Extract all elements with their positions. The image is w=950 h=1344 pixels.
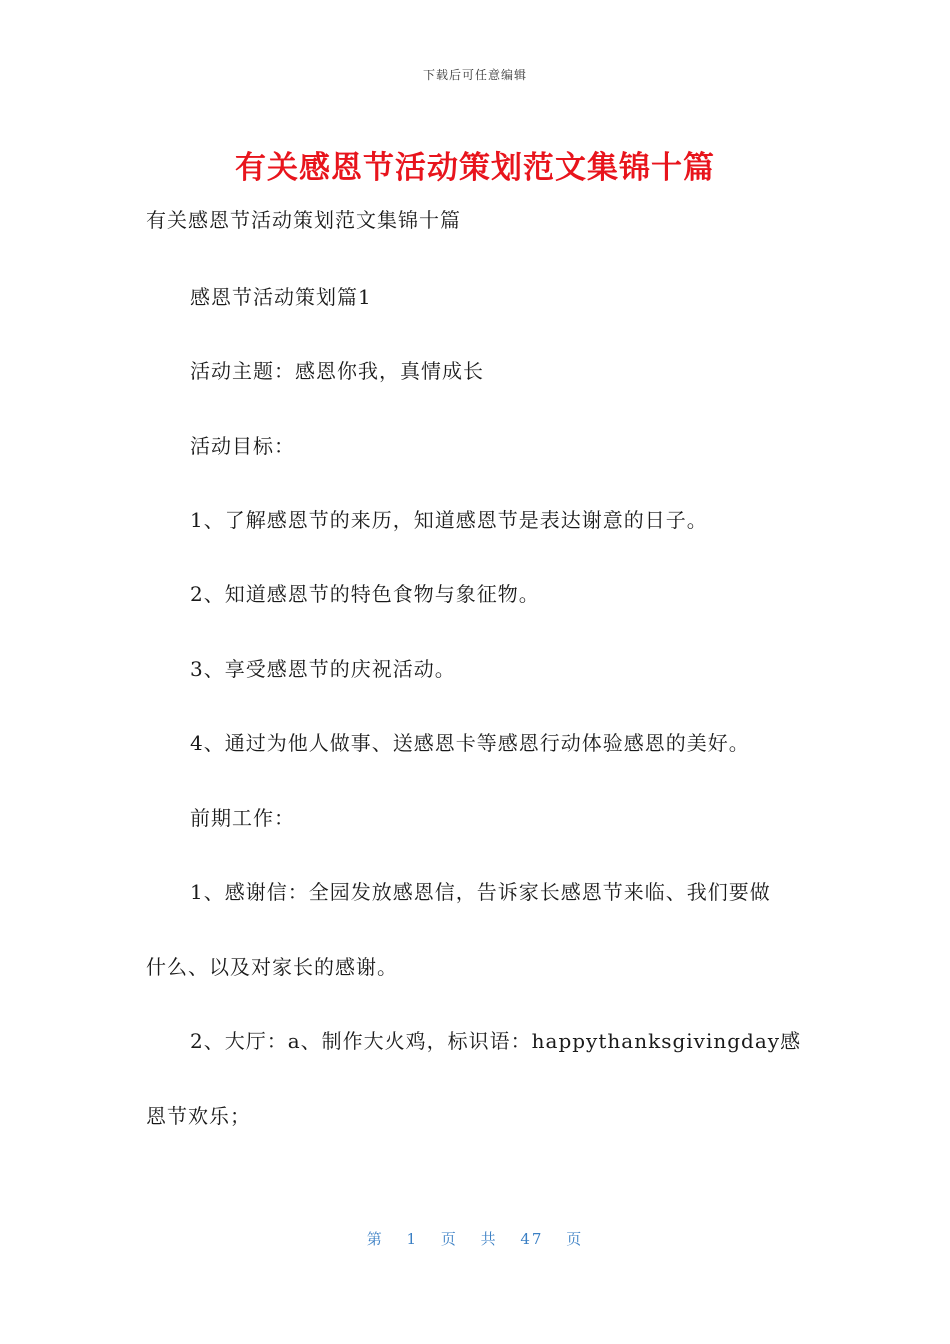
- activity-theme: 活动主题：感恩你我，真情成长: [190, 359, 484, 383]
- preparation-heading: 前期工作：: [190, 806, 295, 830]
- header-note: 下载后可任意编辑: [422, 68, 527, 82]
- page-footer: 第 1 页 共 47 页: [366, 1230, 584, 1248]
- goal-item-2: 2、知道感恩节的特色食物与象征物。: [190, 582, 540, 606]
- body-line-doc-name: 有关感恩节活动策划范文集锦十篇: [146, 208, 461, 232]
- preparation-item-1: 1、感谢信：全园发放感恩信，告诉家长感恩节来临、我们要做: [190, 880, 771, 904]
- preparation-item-2-cont: 恩节欢乐；: [146, 1104, 251, 1128]
- activity-goals-heading: 活动目标：: [190, 434, 295, 458]
- preparation-item-1-cont: 什么、以及对家长的感谢。: [146, 955, 398, 979]
- goal-item-3: 3、享受感恩节的庆祝活动。: [190, 657, 456, 681]
- goal-item-4: 4、通过为他人做事、送感恩卡等感恩行动体验感恩的美好。: [190, 731, 750, 755]
- preparation-item-2: 2、大厅：a、制作大火鸡，标识语：happythanksgivingday感: [190, 1029, 802, 1053]
- document-title: 有关感恩节活动策划范文集锦十篇: [235, 150, 715, 186]
- goal-item-1: 1、了解感恩节的来历，知道感恩节是表达谢意的日子。: [190, 508, 708, 532]
- section-heading: 感恩节活动策划篇1: [190, 285, 372, 309]
